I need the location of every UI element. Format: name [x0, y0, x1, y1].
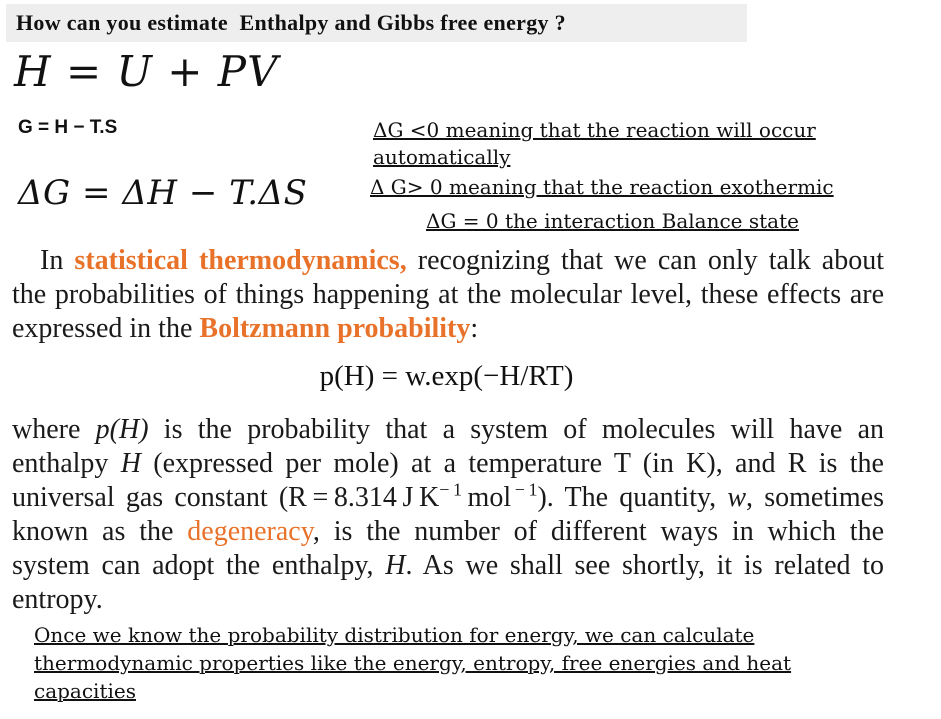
gibbs-delta-equation: ΔG = ΔH − T.ΔS	[18, 173, 308, 213]
page-title: How can you estimate Enthalpy and Gibbs free energy ?	[16, 10, 566, 35]
para2-superscript: − 1	[439, 479, 462, 500]
para1-text-b: recognizing that we can only talk about the probabilities of things happening at the molecular level, these effects are expressed in the	[12, 245, 884, 344]
note-dg-positive: Δ G> 0 meaning that the reaction exothermic	[370, 175, 834, 199]
para2-text: mol	[461, 482, 512, 513]
para2-text: is the probability that a system of molecules will have an enthalpy	[12, 414, 884, 479]
boltzmann-formula: p(H) = w.exp(−H/RT)	[319, 360, 574, 392]
highlight-degeneracy: degeneracy	[187, 516, 313, 547]
paragraph-statistical-thermo	[12, 244, 884, 346]
para2-text: (expressed per mole) at a temperature T (in K), and R is the universal gas constant (R = 8.314 J K	[12, 448, 884, 513]
highlight-boltzmann-probability: Boltzmann probability	[199, 313, 471, 344]
para2-text: where	[12, 414, 96, 445]
para2-math-pH: p(H)	[95, 414, 149, 445]
para2-math-H: H	[120, 448, 141, 479]
para2-superscript: − 1	[511, 479, 538, 500]
enthalpy-equation: H = U + PV	[14, 47, 279, 96]
para2-math-H: H	[385, 550, 406, 581]
note-dg-zero-text: ΔG = 0 the interaction Balance state	[426, 209, 799, 233]
para2-text: . As we shall see shortly, it is related to entropy.	[12, 550, 884, 615]
para2-text: , is the number of different ways in which the system can adopt the enthalpy,	[12, 516, 884, 581]
highlight-statistical-thermodynamics: statistical thermodynamics,	[74, 245, 407, 276]
para1-text-a: In	[40, 245, 75, 276]
note-dg-zero	[426, 208, 799, 235]
paragraph-probability-explanation	[12, 413, 884, 617]
para2-math-w: w	[727, 482, 747, 513]
gibbs-equation: G = H − T.S	[18, 117, 118, 138]
closing-note: Once we know the probability distribution for energy, we can calculate thermodynamic properties like the energy, entropy, free energies and heat capacities	[34, 623, 792, 703]
note-dg-negative: ΔG <0 meaning that the reaction will occur automatically	[373, 118, 816, 169]
para1-text-c: :	[470, 313, 479, 344]
para2-text: , sometimes known as the	[12, 482, 885, 547]
para2-text: ). The quantity,	[537, 482, 728, 513]
